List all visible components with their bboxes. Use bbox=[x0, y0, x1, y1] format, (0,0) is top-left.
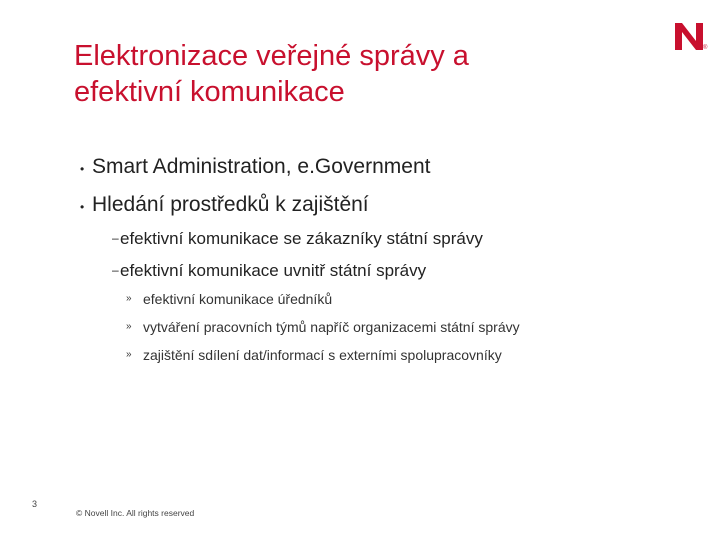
sub-sub-bullet-marker: » bbox=[126, 321, 132, 332]
sub-sub-bullet-text: zajištění sdílení dat/informací s externími spolupracovníky bbox=[143, 347, 502, 363]
bullet-text: Hledání prostředků k zajištění bbox=[92, 193, 369, 216]
copyright-footer: © Novell Inc. All rights reserved bbox=[76, 508, 195, 518]
slide-title-line-1: Elektronizace veřejné správy a bbox=[74, 40, 469, 72]
novell-n-logo-icon bbox=[672, 20, 708, 52]
bullet-text: Smart Administration, e.Government bbox=[92, 155, 431, 178]
registered-mark: ® bbox=[703, 45, 708, 51]
slide-title bbox=[74, 38, 614, 110]
bullet-marker: • bbox=[80, 162, 85, 176]
sub-bullet-marker: – bbox=[112, 263, 119, 277]
sub-sub-bullet-marker: » bbox=[126, 293, 132, 304]
bullet-marker: • bbox=[80, 200, 85, 214]
sub-sub-bullet-text: efektivní komunikace úředníků bbox=[143, 291, 333, 307]
sub-bullet-text: efektivní komunikace se zákazníky státní správy bbox=[120, 229, 483, 248]
sub-sub-bullet-text: vytváření pracovních týmů napříč organizacemi státní správy bbox=[143, 319, 520, 335]
slide-title-line-2: efektivní komunikace bbox=[74, 76, 345, 108]
sub-bullet-marker: – bbox=[112, 231, 119, 245]
page-number: 3 bbox=[32, 499, 38, 509]
sub-sub-bullet-marker: » bbox=[126, 349, 132, 360]
sub-bullet-text: efektivní komunikace uvnitř státní správy bbox=[120, 261, 427, 280]
